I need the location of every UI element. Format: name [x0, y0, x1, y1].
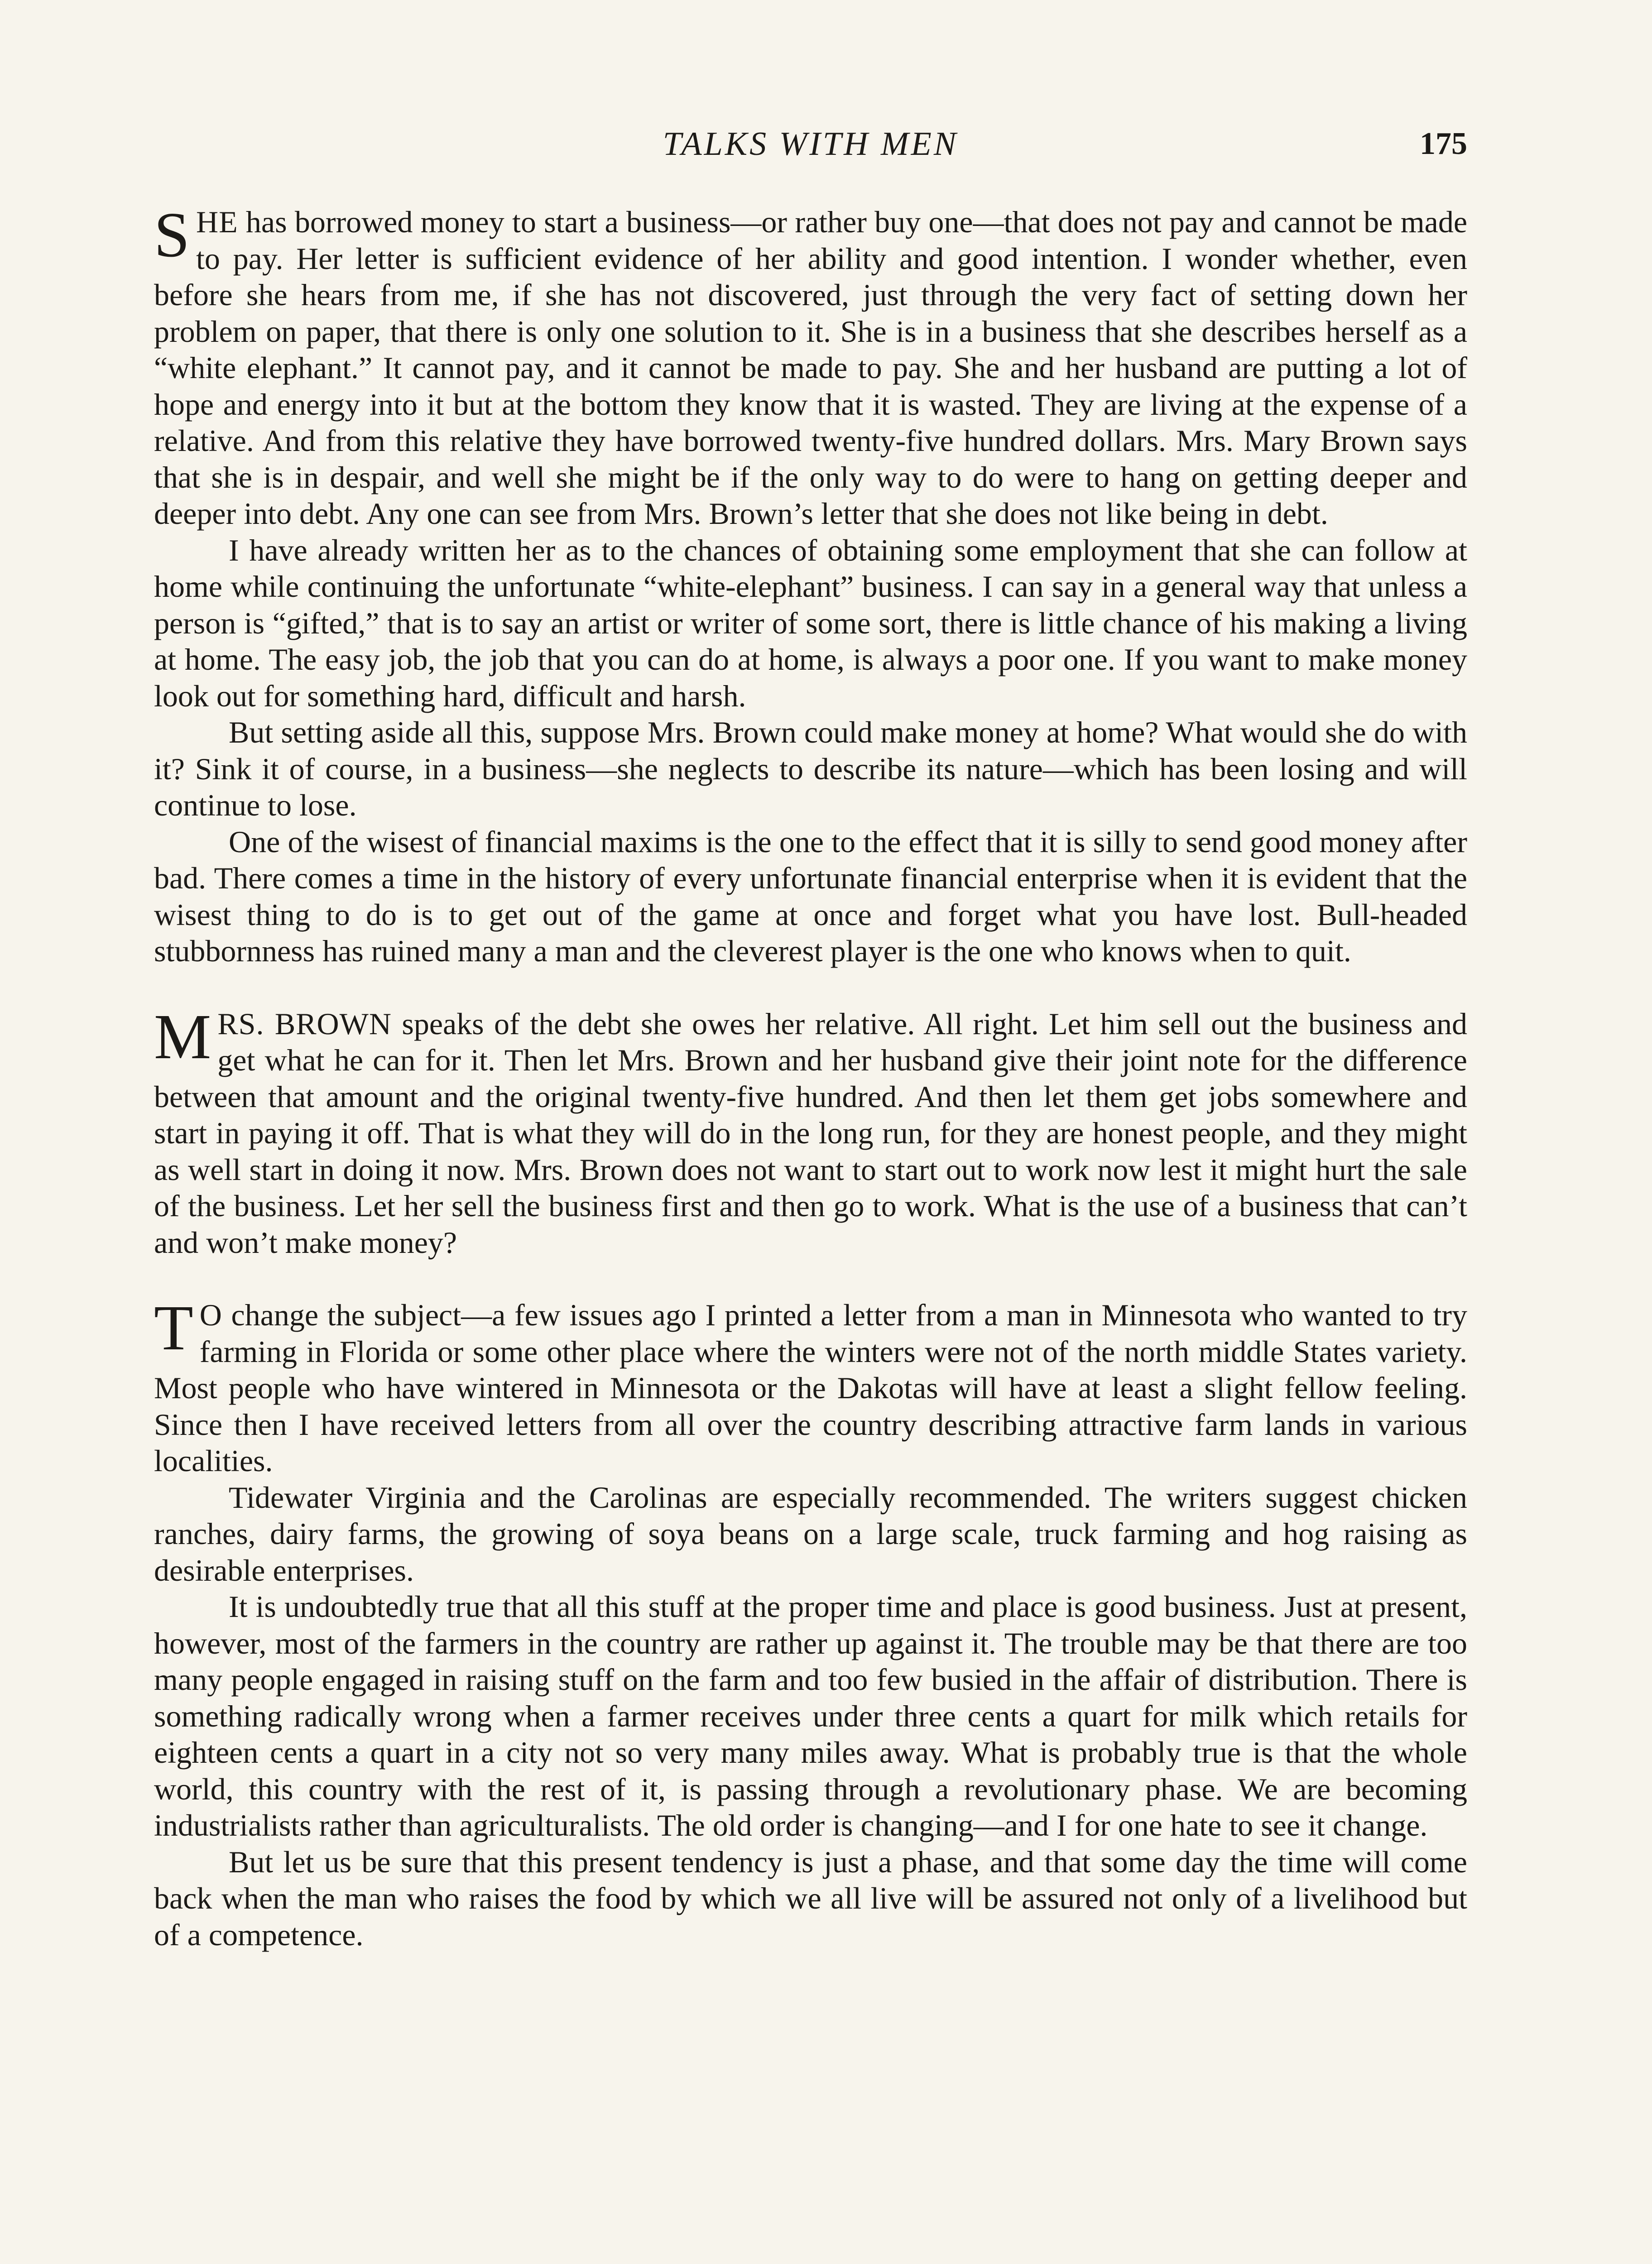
drop-cap: T [154, 1292, 193, 1363]
running-head [154, 121, 1467, 167]
drop-cap: S [154, 199, 190, 270]
article-body [154, 199, 1467, 1953]
section-2 [154, 1000, 1467, 1261]
paragraph: I have already written her as to the chances of obtaining some employment that she can follow at home while continuing the unfortunate “white-elephant” business. I can say in a general way that unless a person is “gifted,” that is to say an artist or writer of some sort, there is little chance of his making a living at home. The easy job, the job that you can do at home, is always a poor one. If you want to make money look out for something hard, difficult and harsh. [154, 532, 1467, 713]
lead-caps: O [199, 1298, 222, 1332]
section-opening-paragraph [154, 1000, 1467, 1261]
paragraph: But let us be sure that this present tendency is just a phase, and that some day the time will come back when the man who raises the food by which we all live will be assured not only of a livelihood but of a competence. [154, 1844, 1467, 1952]
running-title: TALKS WITH MEN [663, 125, 959, 163]
opening-text: speaks of the debt she owes her relative. All right. Let him sell out the business and get what he can for it. Then let Mrs. Brown and her husband give their joint note for the difference between that amount and the original twenty-five hundred. And then let them get jobs somewhere and start in paying it off. That is what they will do in the long run, for they are honest people, and they might as well start in doing it now. Mrs. Brown does not want to start out to work now lest it might hurt the sale of the business. Let her sell the business first and then go to work. What is the use of a business that can’t and won’t make money? [154, 1006, 1467, 1260]
opening-text: change the subject—a few issues ago I printed a letter from a man in Minnesota who wanted to try farming in Florida or some other place where the winters were not of the north middle States variety. Most people who have wintered in Minnesota or the Dakotas will have at least a slight fellow feeling. Since then I have received letters from all over the country describing attractive farm lands in various localities. [154, 1298, 1467, 1478]
opening-text: has borrowed money to start a business—or rather buy one—that does not pay and cannot be made to pay. Her letter is sufficient evidence of her ability and good intention. I wonder whether, even before she hears from me, if she has not discovered, just through the very fact of setting down her problem on paper, that there is only one solution to it. She is in a business that she describes herself as a “white elephant.” It cannot pay, and it cannot be made to pay. She and her husband are putting a lot of hope and energy into it but at the bottom they know that it is wasted. They are living at the expense of a relative. And from this relative they have borrowed twenty-five hundred dollars. Mrs. Mary Brown says that she is in despair, and well she might be if the only way to do were to hang on getting deeper and deeper into debt. Any one can see from Mrs. Brown’s letter that she does not like being in debt. [154, 205, 1467, 531]
lead-caps: RS. BROWN [217, 1006, 392, 1041]
paragraph: But setting aside all this, suppose Mrs. Brown could make money at home? What would she do with it? Sink it of course, in a business—she neglects to describe its nature—which has been losing and will continue to lose. [154, 715, 1467, 822]
section-1 [154, 199, 1467, 969]
paragraph: Tidewater Virginia and the Carolinas are especially recommended. The writers suggest chicken ranches, dairy farms, the growing of soya beans on a large scale, truck farming and hog raising as desirable enterprises. [154, 1480, 1467, 1588]
magazine-page [154, 0, 1467, 2264]
drop-cap: M [154, 1000, 211, 1072]
lead-caps: HE [196, 205, 238, 239]
paragraph: It is undoubtedly true that all this stuff at the proper time and place is good business. Just at present, however, most of the farmers in the country are rather up against it. The trouble may be that there are too many people engaged in raising stuff on the farm and too few busied in the affair of distribution. There is something radically wrong when a farmer receives under three cents a quart for milk which retails for eighteen cents a quart in a city not so very many miles away. What is probably true is that the whole world, this country with the rest of it, is passing through a revolutionary phase. We are becoming industrialists rather than agriculturalists. The old order is changing—and I for one hate to see it change. [154, 1589, 1467, 1842]
page-number: 175 [1420, 126, 1467, 161]
section-3 [154, 1292, 1467, 1953]
paragraph: One of the wisest of financial maxims is the one to the effect that it is silly to send good money after bad. There comes a time in the history of every unfortunate financial enterprise when it is evident that the wisest thing to do is to get out of the game at once and forget what you have lost. Bull-headed stubbornness has ruined many a man and the cleverest player is the one who knows when to quit. [154, 824, 1467, 968]
section-opening-paragraph [154, 1292, 1467, 1479]
section-opening-paragraph [154, 199, 1467, 532]
